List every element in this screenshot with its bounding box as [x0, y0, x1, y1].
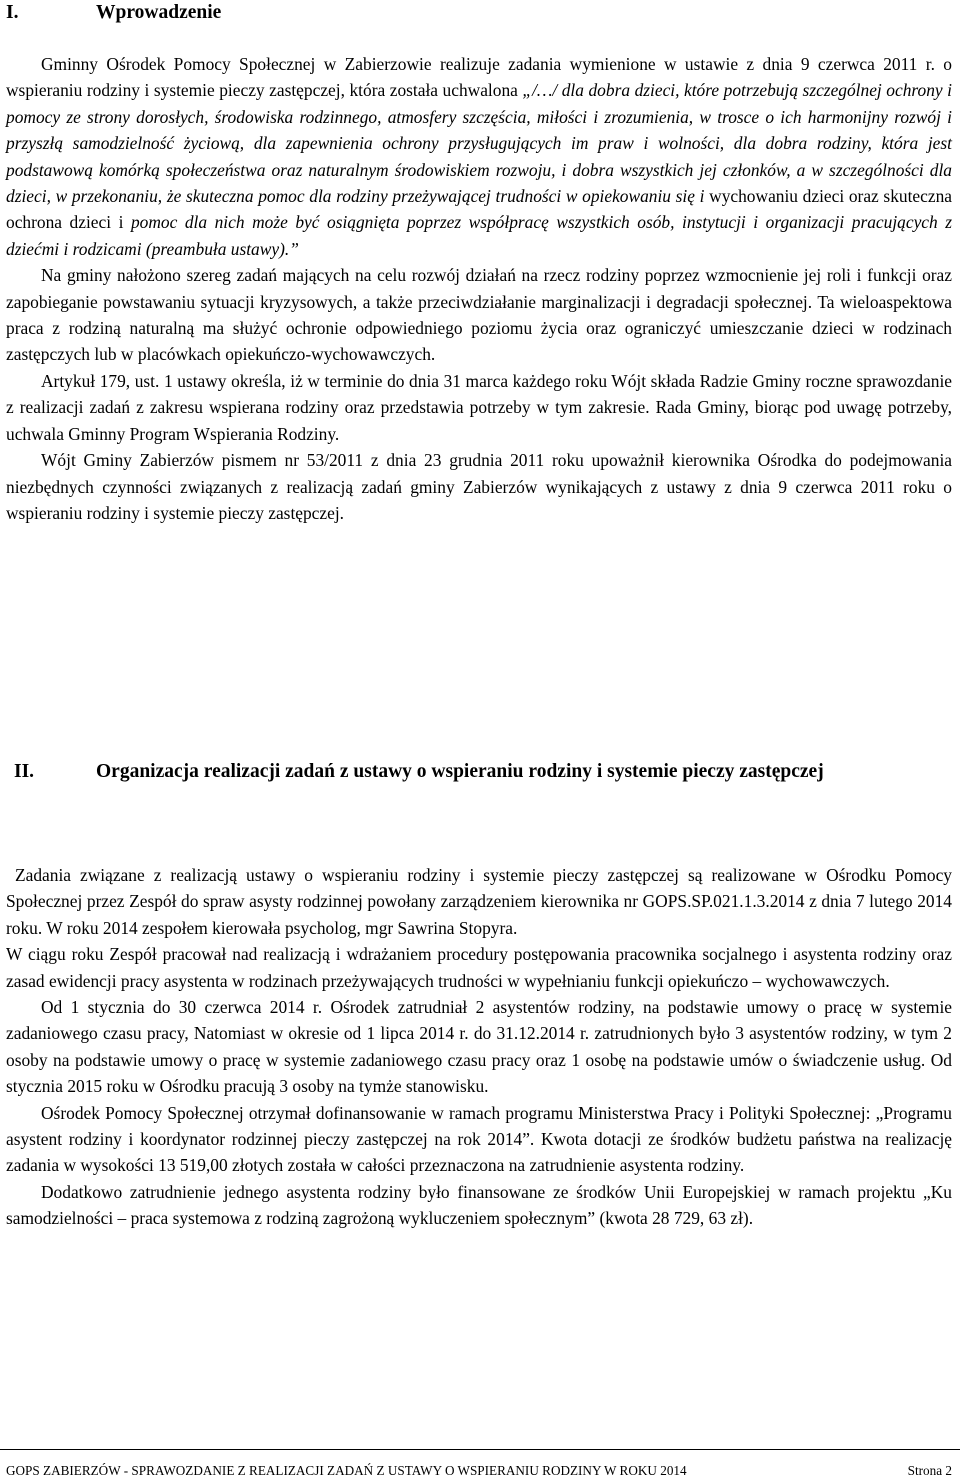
section-2-number: II. [14, 761, 35, 782]
section-1-heading [6, 0, 952, 26]
section-2-paragraph-1: Zadania związane z realizacją ustawy o wspieraniu rodziny i systemie pieczy zastępczej są realizowane w Ośrodku Pomocy Społecznej przez Zespół do spraw asysty rodzinnej powołany zarządzeniem kierownika nr GOPS.SP.021.1.3.2014 z dnia 7 lutego 2014 roku. W roku 2014 zespołem kierowała psycholog, mgr Sawrina Stopyra. [6, 865, 952, 938]
footer-divider [0, 1449, 960, 1450]
section-1-paragraph-4: Wójt Gminy Zabierzów pismem nr 53/2011 z dnia 23 grudnia 2011 roku upoważnił kierownika Ośrodka do podejmowania niezbędnych czynności związanych z realizacją zadań gminy Zabierzów wynikających z ustawy z dnia 9 czerwca 2011 roku o wspieraniu rodziny i systemie pieczy zastępczej. [6, 450, 952, 523]
section-2-paragraph-3: Od 1 stycznia do 30 czerwca 2014 r. Ośrodek zatrudniał 2 asystentów rodziny, na podstawie umowy o pracę w systemie zadaniowego czasu pracy, Natomiast w okresie od 1 lipca 2014 r. do 31.12.2014 r. zatrudnionych było 3 asystentów rodziny, w tym 2 osoby na podstawie umowy o pracę w systemie zadaniowego czasu pracy oraz 1 osobę na podstawie umów o świadczenie usług. Od stycznia 2015 roku w Ośrodku pracują 3 osoby na tymże stanowisku. [6, 997, 952, 1097]
page-number: Strona 2 [907, 1463, 952, 1478]
section-2-title: Organizacja realizacji zadań z ustawy o wspieraniu rodziny i systemie pieczy zastępczej [96, 761, 824, 782]
section-2-body [6, 862, 952, 1232]
section-2-paragraph-5: Dodatkowo zatrudnienie jednego asystenta rodziny było finansowane ze środków Unii Europejskiej w ramach projektu „Ku samodzielności – praca systemowa z rodziną zagrożoną wykluczeniem społecznym” (kwota 28 729, 63 zł). [6, 1181, 952, 1229]
section-2-paragraph-4: Ośrodek Pomocy Społecznej otrzymał dofinansowanie w ramach programu Ministerstwa Pracy i Polityki Społecznej: „Programu asystent rodziny i koordynator rodzinnej pieczy zastępczej na rok 2014”. Kwota dotacji ze środków budżetu państwa na realizację zadania w wysokości 13 519,00 złotych została w całości przeznaczona na zatrudnienie asystenta rodziny. [6, 1102, 952, 1176]
section-1-paragraph-2: Na gminy nałożono szereg zadań mających na celu rozwój działań na rzecz rodziny poprzez wzmocnienie jej roli i funkcji oraz zapobieganie powstawaniu sytuacji kryzysowych, a także przeciwdziałanie marginalizacji i degradacji społecznej. Ta wieloaspektowa praca z rodziną naturalną ma służyć ochronie odpowiedniego poziomu życia oraz ograniczyć umieszczanie dzieci w rodzinach zastępczych lub w placówkach opiekuńczo-wychowawczych. [6, 265, 952, 365]
section-1-paragraph-1: Gminny Ośrodek Pomocy Społecznej w Zabierzowie realizuje zadania wymienione w ustawie z dnia 9 czerwca 2011 r. o wspieraniu rodziny i systemie pieczy zastępczej, która została uchwalona „/…/ dla dobra dzieci, które potrzebują szczególnej ochrony i pomocy ze strony dorosłych, środowiska rodzinnego, atmosfery szczęścia, miłości i zrozumienia, w trosce o ich harmonijny rozwój i przyszłą samodzielność życiową, dla zapewnienia ochrony przysługujących im praw i wolności, dla dobra rodziny, która jest podstawową komórką społeczeństwa oraz naturalnym środowiskiem rozwoju, i dobra wszystkich jej członków, a w szczególności dla dzieci, w przekonaniu, że skuteczna pomoc dla rodziny przeżywającej trudności w opiekowaniu się i wychowaniu dzieci oraz skuteczna ochrona dzieci i pomoc dla nich może być osiągnięta poprzez współpracę wszystkich osób, instytucji i organizacji pracujących z dziećmi i rodzicami (preambuła ustawy).” [6, 54, 952, 259]
section-1-title: Wprowadzenie [96, 2, 222, 23]
page-footer [6, 1463, 952, 1479]
section-2-heading [14, 758, 952, 786]
section-1-body [6, 51, 952, 526]
section-1-paragraph-3: Artykuł 179, ust. 1 ustawy określa, iż w terminie do dnia 31 marca każdego roku Wójt składa Radzie Gminy roczne sprawozdanie z realizacji zadań z zakresu wspierana rodziny oraz przedstawia potrzeby w tym zakresie. Rada Gminy, biorąc pod uwagę potrzeby, uchwala Gminny Program Wspierania Rodziny. [6, 370, 952, 444]
section-1-number: I. [6, 2, 19, 23]
footer-title: GOPS ZABIERZÓW - SPRAWOZDANIE Z REALIZACJI ZADAŃ Z USTAWY O WSPIERANIU RODZINY W ROKU 2014 [6, 1463, 687, 1478]
section-2-paragraph-2: W ciągu roku Zespół pracował nad realizacją i wdrażaniem procedury postępowania pracownika socjalnego i asystenta rodziny oraz zasad ewidencji pracy asystenta w rodzinach przeżywających trudności w wypełnianiu funkcji opiekuńczo – wychowawczych. [6, 944, 952, 991]
